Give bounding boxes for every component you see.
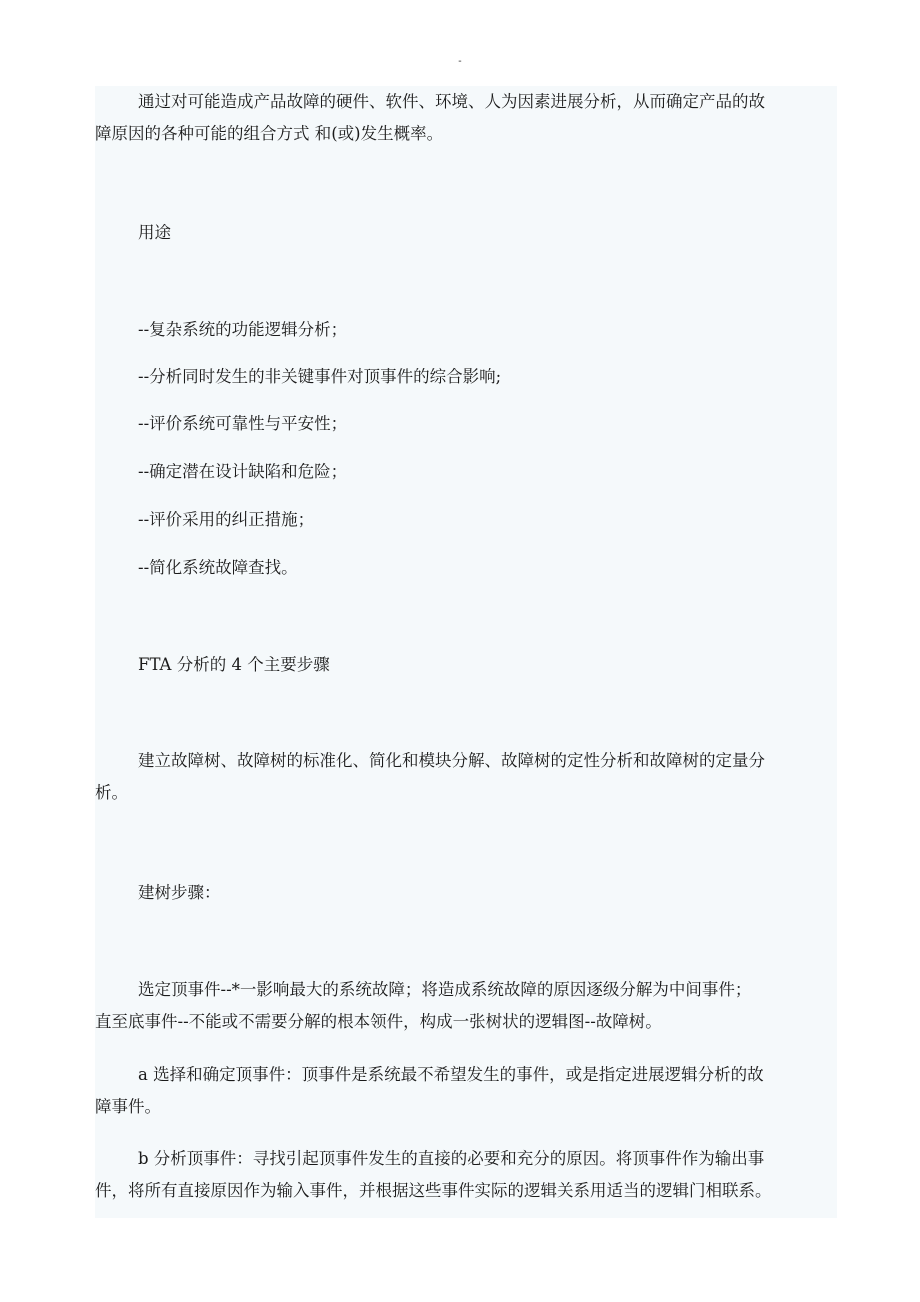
paragraph-fta-steps bbox=[95, 745, 837, 809]
paragraph-tree-building-line-2: 直至底事件--不能或不需要分解的根本领件，构成一张树状的逻辑图--故障树。 bbox=[95, 1012, 662, 1031]
paragraph-tree-building bbox=[95, 974, 837, 1038]
heading-fta-steps: FTA 分析的 4 个主要步骤 bbox=[138, 655, 330, 674]
list-item: --评价系统可靠性与平安性； bbox=[138, 414, 348, 433]
list-item: --分析同时发生的非关键事件对顶事件的综合影响; bbox=[138, 367, 502, 386]
paragraph-step-a-line-1: a 选择和确定顶事件：顶事件是系统最不希望发生的事件，或是指定进展逻辑分析的故 bbox=[138, 1065, 764, 1084]
paragraph-fta-steps-line-2: 析。 bbox=[95, 783, 128, 802]
paragraph-intro-line-2: 障原因的各种可能的组合方式 和(或)发生概率。 bbox=[95, 124, 444, 143]
paragraph-step-b-line-1: b 分析顶事件：寻找引起顶事件发生的直接的必要和充分的原因。将顶事件作为输出事 bbox=[138, 1149, 765, 1168]
paragraph-tree-building-line-1: 选定顶事件--*一影响最大的系统故障；将造成系统故障的原因逐级分解为中间事件； bbox=[138, 980, 752, 999]
document-body bbox=[95, 86, 837, 1218]
heading-usage: 用途 bbox=[138, 223, 171, 242]
list-item: --评价采用的纠正措施； bbox=[138, 510, 315, 529]
heading-tree-building: 建树步骤： bbox=[138, 883, 221, 902]
paragraph-intro bbox=[95, 86, 837, 150]
paragraph-intro-line-1: 通过对可能造成产品故障的硬件、软件、环境、人为因素进展分析，从而确定产品的故 bbox=[138, 92, 765, 111]
page-header-mark: - bbox=[458, 56, 462, 67]
paragraph-step-a-line-2: 障事件。 bbox=[95, 1097, 161, 1116]
list-item: --简化系统故障查找。 bbox=[138, 558, 298, 577]
paragraph-step-a bbox=[95, 1059, 837, 1123]
paragraph-step-b bbox=[95, 1143, 837, 1207]
list-item: --确定潜在设计缺陷和危险； bbox=[138, 462, 348, 481]
paragraph-fta-steps-line-1: 建立故障树、故障树的标准化、简化和模块分解、故障树的定性分析和故障树的定量分 bbox=[138, 751, 765, 770]
list-item: --复杂系统的功能逻辑分析； bbox=[138, 320, 348, 339]
paragraph-step-b-line-2: 件，将所有直接原因作为输入事件，并根据这些事件实际的逻辑关系用适当的逻辑门相联系。 bbox=[95, 1181, 772, 1200]
